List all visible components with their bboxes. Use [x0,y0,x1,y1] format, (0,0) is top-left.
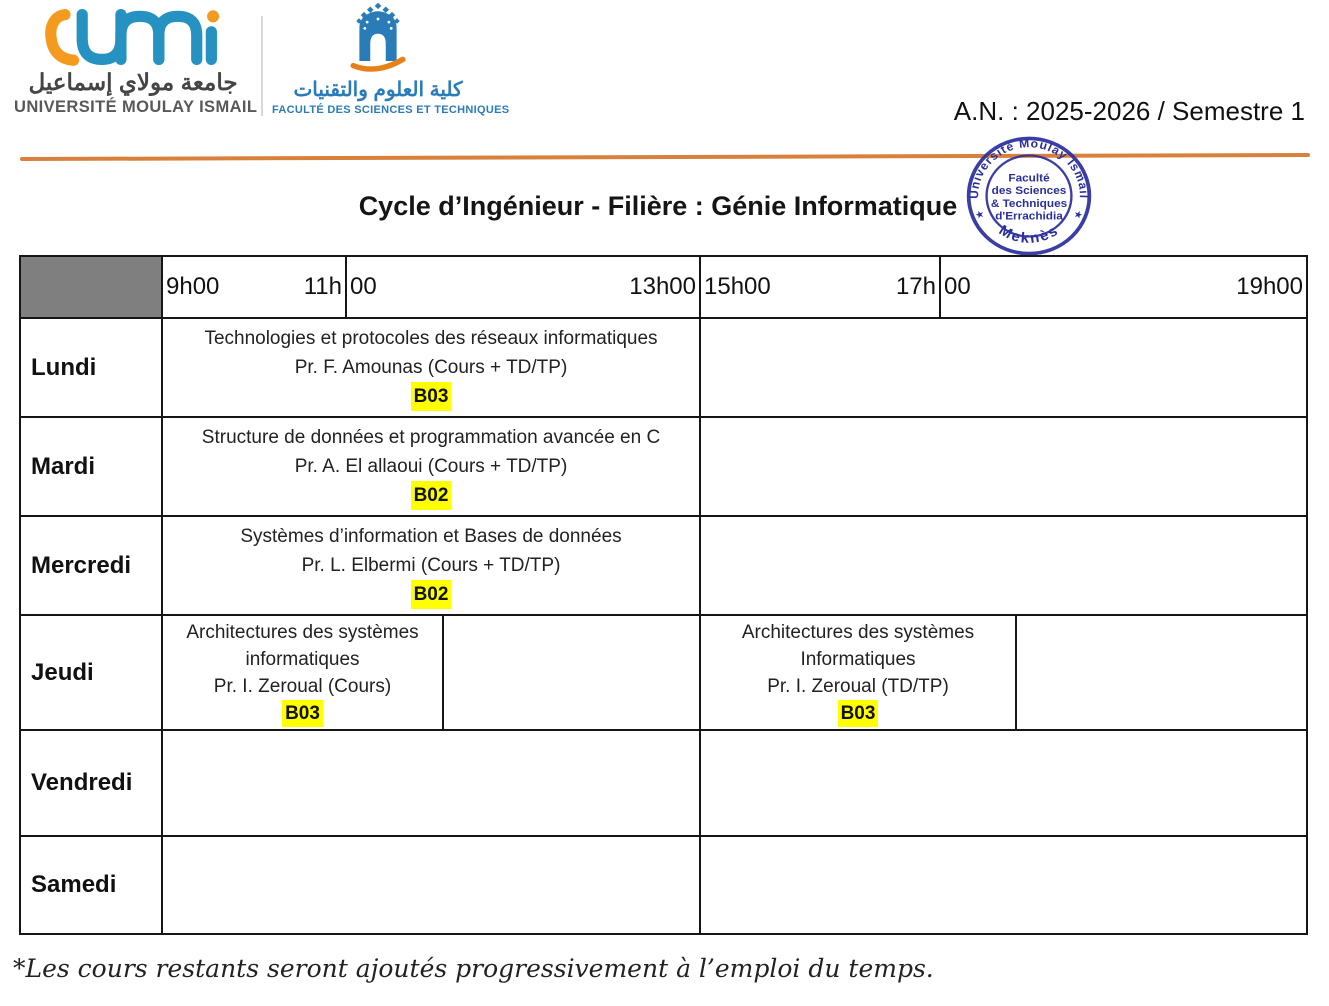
time-label: 00 [350,273,377,300]
course-professor: Pr. F. Amounas (Cours + TD/TP) [294,357,568,378]
course-professor: Pr. A. El allaoui (Cours + TD/TP) [294,456,568,477]
time-header-cell [161,257,345,317]
time-header-cell [699,257,939,317]
day-label: Mercredi [31,551,132,579]
empty-slot [161,837,699,933]
svg-text:Meknès [996,223,1063,247]
course-cell [161,319,699,416]
room-badge: B03 [411,382,452,411]
day-label: Samedi [31,871,117,898]
footnote: *Les cours restants seront ajoutés progressivement à l’emploi du temps. [13,954,934,983]
day-label: Vendredi [31,769,133,796]
course-professor: Pr. I. Zeroual (TD/TP) [767,675,949,697]
table-row-jeudi [21,614,1306,729]
time-label: 15h00 [704,273,771,300]
time-label: 17h [895,273,936,300]
course-cell [699,616,1015,729]
room-badge: B03 [282,700,323,727]
table-row-samedi [21,835,1306,933]
empty-slot [442,616,699,729]
course-title: Systèmes d’information et Bases de données [240,526,622,547]
table-row-mardi [21,416,1306,515]
time-label: 9h00 [166,273,220,300]
course-title: Technologies et protocoles des réseaux informatiques [204,328,658,349]
empty-slot [699,418,1306,515]
time-header-cell [345,257,699,317]
room-badge: B03 [838,700,879,727]
time-label: 00 [944,273,971,300]
stamp-arc-top-text: Université Moulay Ismail [966,136,1092,200]
stamp-star-right-icon: ★ [1071,208,1085,222]
table-row-mercredi [21,515,1306,614]
empty-slot [1015,616,1306,729]
course-professor: Pr. L. Elbermi (Cours + TD/TP) [301,555,561,576]
stamp-line: des Sciences [991,185,1067,198]
table-row-vendredi [21,729,1306,835]
fst-logo [272,2,510,130]
umi-logo [14,6,258,130]
day-label: Jeudi [31,658,94,686]
course-cell [161,517,699,614]
empty-slot [699,731,1306,835]
time-label: 19h00 [1236,273,1303,300]
empty-slot [699,837,1306,933]
empty-slot [161,731,699,835]
logo-divider [261,16,263,116]
course-title: Architectures des systèmes Informatiques [741,621,975,670]
stamp-star-left-icon: ★ [973,208,987,222]
umi-logo-icon [35,6,231,68]
page-title: Cycle d’Ingénieur - Filière : Génie Informatique [358,191,958,221]
room-badge: B02 [411,580,452,609]
course-professor: Pr. I. Zeroual (Cours) [213,675,392,697]
stamp-seal-icon [963,133,1095,259]
day-label: Lundi [31,353,97,381]
academic-year-label: A.N. : 2025-2026 / Semestre 1 [953,96,1305,126]
corner-cell [21,257,161,317]
umi-arabic-name: جامعة مولاي إسماعيل [28,69,238,95]
time-label: 13h00 [629,273,696,300]
umi-latin-name: UNIVERSITÉ MOULAY ISMAIL [14,98,258,116]
table-row-lundi [21,317,1306,416]
empty-slot [699,517,1306,614]
day-label: Mardi [31,452,96,480]
fst-latin-name: FACULTÉ DES SCIENCES ET TECHNIQUES [272,104,510,116]
empty-slot [699,319,1306,416]
course-cell [161,616,442,729]
fst-arabic-name: كلية العلوم والتقنيات [293,79,463,101]
timetable [19,255,1308,935]
time-label: 11h [303,273,342,300]
room-badge: B02 [411,481,452,510]
course-cell [161,418,699,515]
time-header-cell [939,257,1306,317]
stamp-line: d'Errachidia [995,210,1063,223]
course-title: Architectures des systèmes informatiques [186,621,419,670]
stamp-line: Faculté [1008,172,1050,185]
time-header-row [21,257,1306,317]
course-title: Structure de données et programmation avancée en C [201,427,661,448]
stamp-arc-bottom-text: Meknès [995,222,1063,247]
accent-rule [20,153,1310,161]
stamp-line: & Techniques [990,198,1068,210]
mosque-icon [339,2,417,78]
